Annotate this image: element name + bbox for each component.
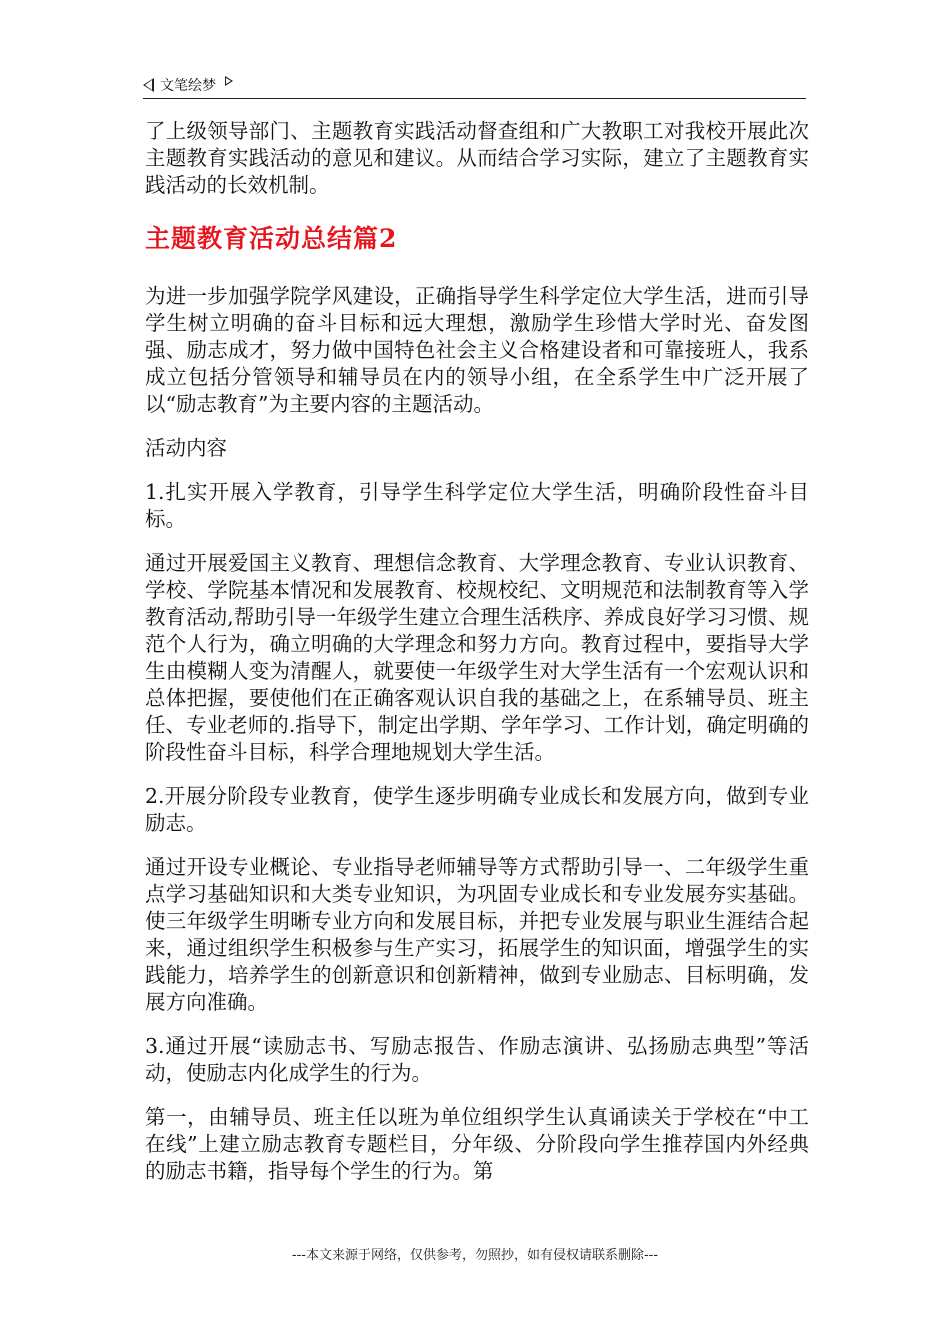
paragraph: 了上级领导部门、主题教育实践活动督查组和广大教职工对我校开展此次主题教育实践活动的意见和建议。从而结合学习实际，建立了主题教育实践活动的长效机制。 bbox=[145, 119, 809, 197]
paragraph: 为进一步加强学院学风建设，正确指导学生科学定位大学生活，进而引导学生树立明确的奋斗目标和远大理想，激励学生珍惜大学时光、奋发图强、励志成才，努力做中国特色社会主义合格建设者和可靠接班人，我系成立包括分管领导和辅导员在内的领导小组，在全系学生中广泛开展了以“励志教育”为主要内容的主题活动。 bbox=[145, 284, 809, 416]
paragraph: 活动内容 bbox=[145, 436, 227, 460]
header-brand: 文笔绘梦 bbox=[160, 78, 216, 94]
paragraph: 3.通过开展“读励志书、写励志报告、作励志演讲、弘扬励志典型”等活动，使励志内化成学生的行为。 bbox=[145, 1034, 809, 1085]
paragraph: 1.扎实开展入学教育，引导学生科学定位大学生活，明确阶段性奋斗目标。 bbox=[145, 480, 809, 531]
page-header bbox=[143, 72, 806, 99]
document-body bbox=[145, 118, 809, 1202]
paragraph: 通过开设专业概论、专业指导老师辅导等方式帮助引导一、二年级学生重点学习基础知识和大类专业知识，为巩固专业成长和专业发展夯实基础。使三年级学生明晰专业方向和发展目标，并把专业发展与职业生涯结合起来，通过组织学生积极参与生产实习，拓展学生的知识面，增强学生的实践能力，培养学生的创新意识和创新精神，做到专业励志、目标明确，发展方向准确。 bbox=[145, 855, 809, 1014]
paragraph: 第一，由辅导员、班主任以班为单位组织学生认真诵读关于学校在“中工在线”上建立励志教育专题栏目，分年级、分阶段向学生推荐国内外经典的励志书籍，指导每个学生的行为。第 bbox=[145, 1105, 809, 1183]
triangle-left-icon bbox=[143, 78, 154, 92]
paragraph: 通过开展爱国主义教育、理想信念教育、大学理念教育、专业认识教育、学校、学院基本情况和发展教育、校规校纪、文明规范和法制教育等入学教育活动,帮助引导一年级学生建立合理生活秩序、养成良好学习习惯、规范个人行为，确立明确的大学理念和努力方向。教育过程中，要指导大学生由模糊人变为清醒人，就要使一年级学生对大学生活有一个宏观认识和总体把握，要使他们在正确客观认识自我的基础之上，在系辅导员、班主任、专业老师的.指导下，制定出学期、学年学习、工作计划，确定明确的阶段性奋斗目标，科学合理地规划大学生活。 bbox=[145, 551, 809, 764]
footer-notice: ---本文来源于网络，仅供参考，勿照抄，如有侵权请联系删除--- bbox=[291, 1248, 659, 1263]
triangle-right-icon bbox=[225, 76, 233, 86]
paragraph: 2.开展分阶段专业教育，使学生逐步明确专业成长和发展方向，做到专业励志。 bbox=[145, 784, 809, 835]
section-heading: 主题教育活动总结篇2 bbox=[145, 224, 398, 253]
